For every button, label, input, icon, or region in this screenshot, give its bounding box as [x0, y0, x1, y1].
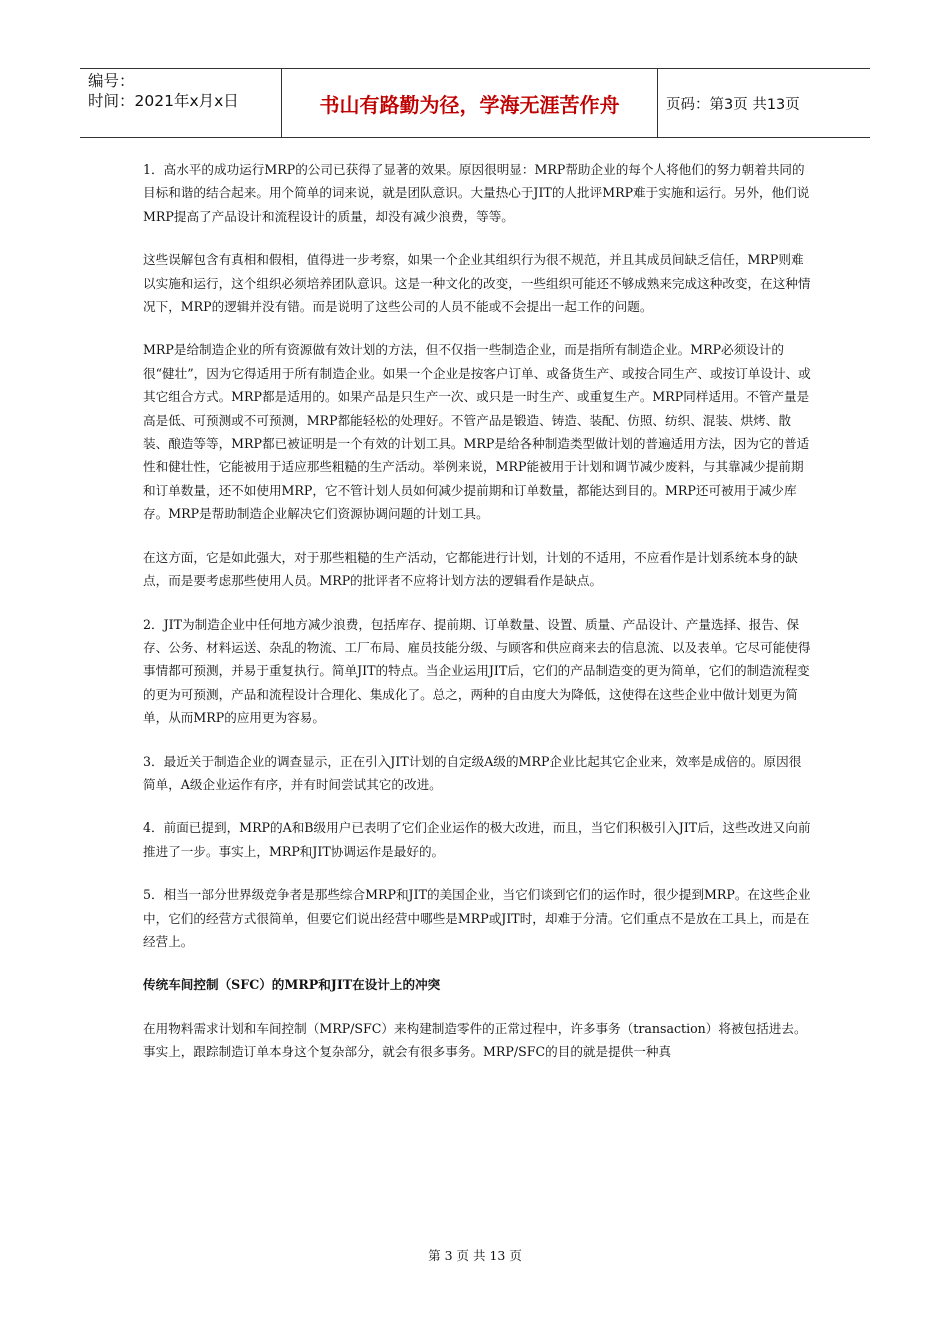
- paragraph-8: 5．相当一部分世界级竞争者是那些综合MRP和JIT的美国企业，当它们谈到它们的运作时，很少提到MRP。在这些企业中，它们的经营方式很简单，但要它们说出经营中哪些是MRP或JIT时，却难于分清。它们重点不是放在工具上，而是在经营上。: [143, 887, 811, 949]
- paragraph-2: 这些误解包含有真相和假相，值得进一步考察，如果一个企业其组织行为很不规范，并且其成员间缺乏信任，MRP则难以实施和运行，这个组织必须培养团队意识。这是一种文化的改变，一些组织可能还不够成熟来完成这种改变，在这种情况下，MRP的逻辑并没有错。而是说明了这些公司的人员不能或不会提出一起工作的问题。: [143, 252, 811, 315]
- paragraph-6: 3．最近关于制造企业的调查显示，正在引入JIT计划的自定级A级的MRP企业比起其它企业来，效率是成倍的。原因很简单，A级企业运作有序，并有时间尝试其它的改进。: [143, 753, 802, 792]
- page-footer: 第 3 页 共 13 页: [428, 1248, 522, 1263]
- document-number-label: 编号：: [88, 72, 135, 90]
- document-body: [143, 158, 813, 1084]
- paragraph-5: 2．JIT为制造企业中任何地方减少浪费，包括库存、提前期、订单数量、设置、质量、产品设计、产量选择、报告、保存、公务、材料运送、杂乱的物流、工厂布局、雇员技能分级、与顾客和供应商来去的信息流、以及表单。它尽可能使得事情都可预测，并易于重复执行。简单JIT的特点。当企业运用JIT后，它们的产品制造变的更为简单，它们的制造流程变的更为可预测，产品和流程设计合理化、集成化了。总之，两种的自由度大为降低，这使得在这些企业中做计划更为简单，从而MRP的应用更为容易。: [143, 616, 811, 726]
- paragraph-4: 在这方面，它是如此强大，对于那些粗糙的生产活动，它都能进行计划，计划的不适用，不应看作是计划系统本身的缺点，而是要考虑那些使用人员。MRP的批评者不应将计划方法的逻辑看作是缺点。: [143, 549, 798, 589]
- paragraph-9: 在用物料需求计划和车间控制（MRP/SFC）来构建制造零件的正常过程中，许多事务（transaction）将被包括进去。事实上，跟踪制造订单本身这个复杂部分，就会有很多事务。MRP/SFC的目的就是提供一种真: [143, 1020, 807, 1060]
- section-heading: 传统车间控制（SFC）的MRP和JIT在设计上的冲突: [143, 977, 441, 993]
- paragraph-7: 4．前面已提到，MRP的A和B级用户已表明了它们企业运作的极大改进，而且，当它们积极引入JIT后，这些改进又向前推进了一步。事实上，MRP和JIT协调运作是最好的。: [143, 820, 811, 859]
- header-meta: [80, 69, 282, 137]
- paragraph-3: MRP是给制造企业的所有资源做有效计划的方法，但不仅指一些制造企业，而是指所有制造企业。MRP必须设计的很“健壮”，因为它得适用于所有制造企业。如果一个企业是按客户订单、或备货生产、或按合同生产、或按订单设计、或其它组合方式。MRP都是适用的。如果产品是只生产一次、或只是一时生产、或重复生产。MRP同样适用。不管产量是高是低、可预测或不可预测，MRP都能轻松的处理好。不管产品是锻造、铸造、装配、仿照、纺织、混装、烘烤、散装、酿造等等，MRP都已被证明是一个有效的计划工具。MRP是给各种制造类型做计划的普遍适用方法，因为它的普适性和健壮性，它能被用于适应那些粗糙的生产活动。举例来说，MRP能被用于计划和调节减少废料，与其靠减少提前期和订单数量，还不如使用MRP，它不管计划人员如何减少提前期和订单数量，都能达到目的。MRP还可被用于减少库存。MRP是帮助制造企业解决它们资源协调问题的计划工具。: [143, 342, 811, 522]
- page-header: [80, 68, 870, 138]
- header-page-number: 页码：第3页 共13页: [666, 96, 800, 113]
- document-time-label: 时间：2021年x月x日: [88, 92, 239, 110]
- header-motto: 书山有路勤为径，学海无涯苦作舟: [282, 69, 658, 137]
- paragraph-1: 1．高水平的成功运行MRP的公司已获得了显著的效果。原因很明显：MRP帮助企业的每个人将他们的努力朝着共同的目标和谐的结合起来。用个简单的词来说，就是团队意识。大量热心于JIT的人批评MRP难于实施和运行。另外，他们说MRP提高了产品设计和流程设计的质量，却没有减少浪费，等等。: [143, 162, 810, 224]
